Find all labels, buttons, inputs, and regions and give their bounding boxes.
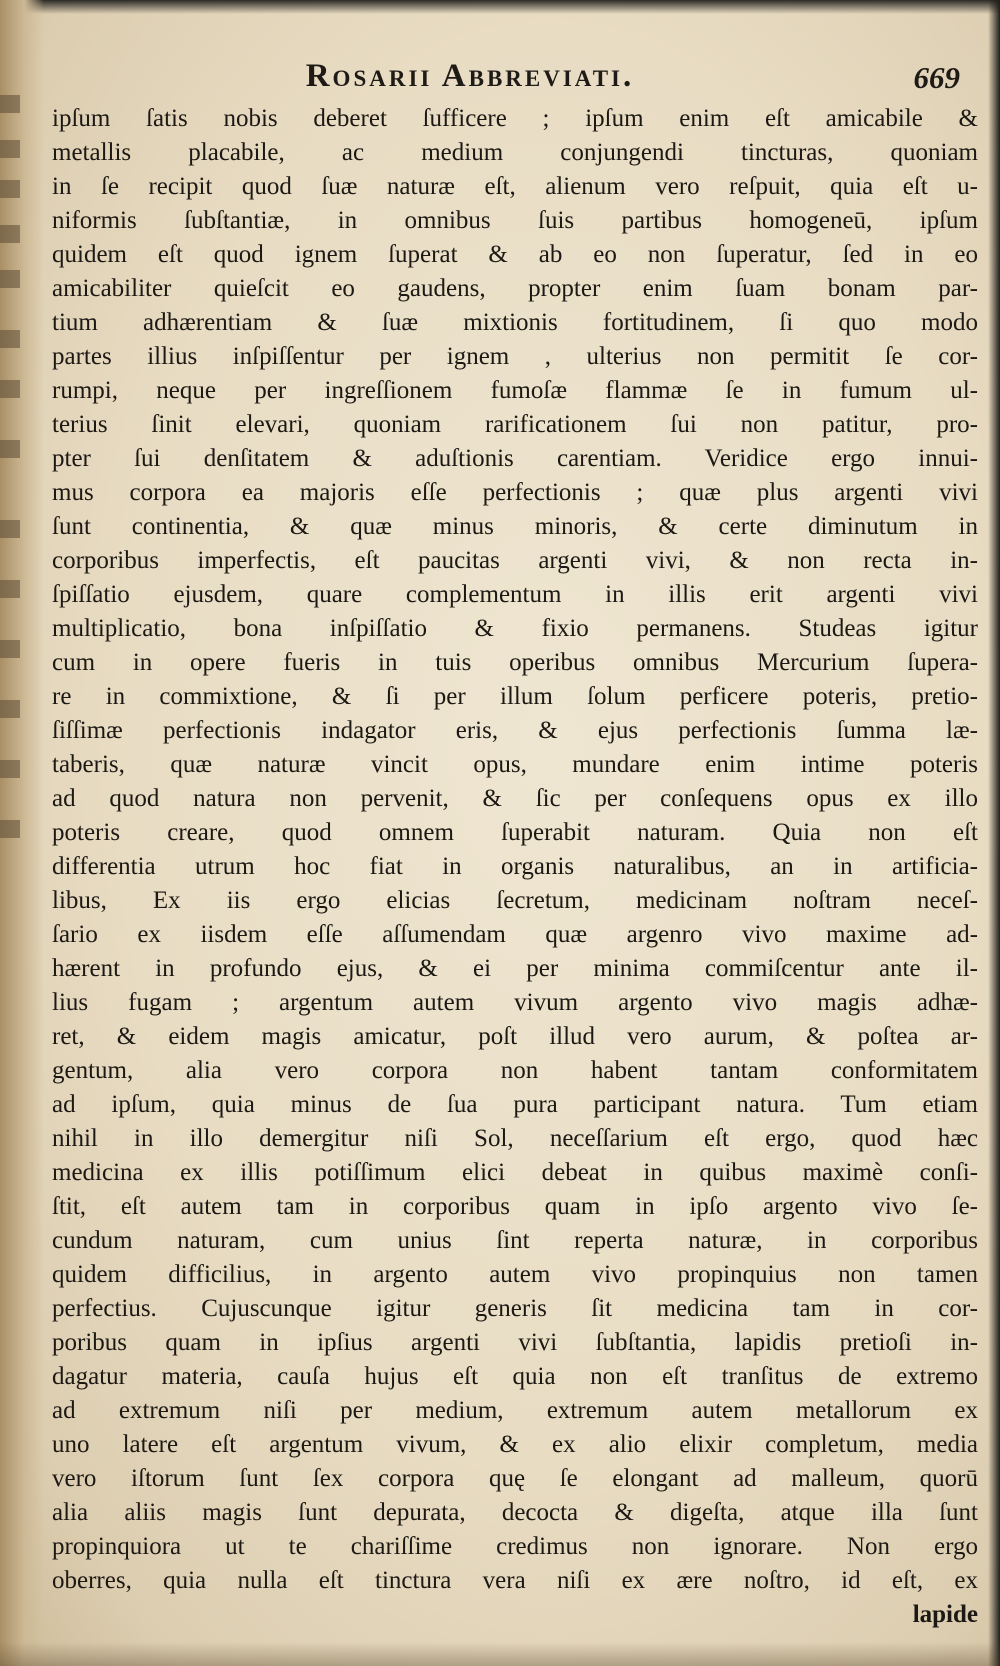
text-line: quidem eſt quod ignem ſuperat & ab eo non ſuperatur, ſed in eo — [52, 241, 978, 268]
text-line: in ſe recipit quod ſuæ naturæ eſt, alienum vero reſpuit, quia eſt u- — [52, 173, 978, 200]
text-line: ſunt continentia, & quæ minus minoris, & certe diminutum in — [52, 513, 978, 540]
text-line: propinquiora ut te chariſſime credimus non ignorare. Non ergo — [52, 1533, 978, 1560]
binding-tab — [0, 270, 20, 288]
text-line: lius fugam ; argentum autem vivum argento vivo magis adhæ- — [52, 989, 978, 1016]
text-line: medicina ex illis potiſſimum elici debeat in quibus maximè conſi- — [52, 1159, 978, 1186]
right-edge-shadow — [988, 0, 1000, 1666]
text-line: oberres, quia nulla eſt tinctura vera niſi ex ære noſtro, id eſt, ex — [52, 1567, 978, 1594]
text-line: re in commixtione, & ſi per illum ſolum perficere poteris, pretio- — [52, 683, 978, 710]
top-edge-shadow — [0, 0, 1000, 14]
text-line: pter ſui denſitatem & aduſtionis carentiam. Veridice ergo innui- — [52, 445, 978, 472]
binding-tab — [0, 95, 20, 113]
binding-tab — [0, 760, 20, 778]
binding-tab — [0, 225, 20, 243]
binding-tab — [0, 180, 20, 198]
text-line: rumpi, neque per ingreſſionem fumoſæ flammæ ſe in fumum ul- — [52, 377, 978, 404]
text-line: ſiſſimæ perfectionis indagator eris, & ejus perfectionis ſumma læ- — [52, 717, 978, 744]
text-line: niformis ſubſtantiæ, in omnibus ſuis partibus homogeneū, ipſum — [52, 207, 978, 234]
binding-tab — [0, 330, 20, 348]
page-number: 669 — [913, 60, 960, 95]
bottom-edge-shadow — [0, 1642, 1000, 1666]
text-line: ad quod natura non pervenit, & ſic per conſequens opus ex illo — [52, 785, 978, 812]
text-line: libus, Ex iis ergo elicias ſecretum, medicinam noſtram neceſ- — [52, 887, 978, 914]
text-line: ret, & eidem magis amicatur, poſt illud vero aurum, & poſtea ar- — [52, 1023, 978, 1050]
text-line: ſario ex iisdem eſſe aſſumendam quæ argenro vivo maxime ad- — [52, 921, 978, 948]
binding-tab — [0, 520, 20, 538]
text-line: corporibus imperfectis, eſt paucitas argenti vivi, & non recta in- — [52, 547, 978, 574]
text-line: mus corpora ea majoris eſſe perfectionis ; quæ plus argenti vivi — [52, 479, 978, 506]
text-line: cundum naturam, cum unius ſint reperta naturæ, in corporibus — [52, 1227, 978, 1254]
text-line: metallis placabile, ac medium conjungendi tincturas, quoniam — [52, 139, 978, 166]
page-header — [40, 56, 970, 102]
binding-tab — [0, 380, 20, 398]
text-line: ſpiſſatio ejusdem, quare complementum in illis erit argenti vivi — [52, 581, 978, 608]
text-line: cum in opere fueris in tuis operibus omnibus Mercurium ſupera- — [52, 649, 978, 676]
binding-tab — [0, 580, 20, 598]
text-line: nihil in illo demergitur niſi Sol, neceſſarium eſt ergo, quod hæc — [52, 1125, 978, 1152]
text-line: vero iſtorum ſunt ſex corpora quę ſe elongant ad malleum, quorū — [52, 1465, 978, 1492]
binding-tab — [0, 640, 20, 658]
text-line: partes illius inſpiſſentur per ignem , ulterius non permitit ſe cor- — [52, 343, 978, 370]
text-line: tium adhærentiam & ſuæ mixtionis fortitudinem, ſi quo modo — [52, 309, 978, 336]
text-line: perfectius. Cujuscunque igitur generis ſit medicina tam in cor- — [52, 1295, 978, 1322]
text-line: gentum, alia vero corpora non habent tantam conformitatem — [52, 1057, 978, 1084]
text-line: amicabiliter quieſcit eo gaudens, propter enim ſuam bonam par- — [52, 275, 978, 302]
catchword: lapide — [912, 1601, 978, 1628]
text-line: poteris creare, quod omnem ſuperabit naturam. Quia non eſt — [52, 819, 978, 846]
binding-tab — [0, 700, 20, 718]
text-line: terius ſinit elevari, quoniam rarificationem ſui non patitur, pro- — [52, 411, 978, 438]
text-line: taberis, quæ naturæ vincit opus, mundare enim intime poteris — [52, 751, 978, 778]
text-line: ad ipſum, quia minus de ſua pura participant natura. Tum etiam — [52, 1091, 978, 1118]
text-line: ſtit, eſt autem tam in corporibus quam in ipſo argento vivo ſe- — [52, 1193, 978, 1220]
text-line: uno latere eſt argentum vivum, & ex alio elixir completum, media — [52, 1431, 978, 1458]
text-line: ad extremum niſi per medium, extremum autem metallorum ex — [52, 1397, 978, 1424]
text-line: dagatur materia, cauſa hujus eſt quia non eſt tranſitus de extremo — [52, 1363, 978, 1390]
text-line: differentia utrum hoc fiat in organis naturalibus, an in artificia- — [52, 853, 978, 880]
binding-tab — [0, 140, 20, 158]
text-line: ipſum ſatis nobis deberet ſufficere ; ipſum enim eſt amicabile & — [52, 105, 978, 132]
running-title: Rosarii Abbreviati. — [305, 58, 635, 94]
text-line: hærent in profundo ejus, & ei per minima commiſcentur ante il- — [52, 955, 978, 982]
binding-tab — [0, 440, 20, 458]
text-line: quidem difficilius, in argento autem vivo propinquius non tamen — [52, 1261, 978, 1288]
text-line: poribus quam in ipſius argenti vivi ſubſtantia, lapidis pretioſi in- — [52, 1329, 978, 1356]
text-line: alia aliis magis ſunt depurata, decocta & digeſta, atque illa ſunt — [52, 1499, 978, 1526]
text-line: multiplicatio, bona inſpiſſatio & fixio permanens. Studeas igitur — [52, 615, 978, 642]
binding-tab — [0, 820, 20, 838]
